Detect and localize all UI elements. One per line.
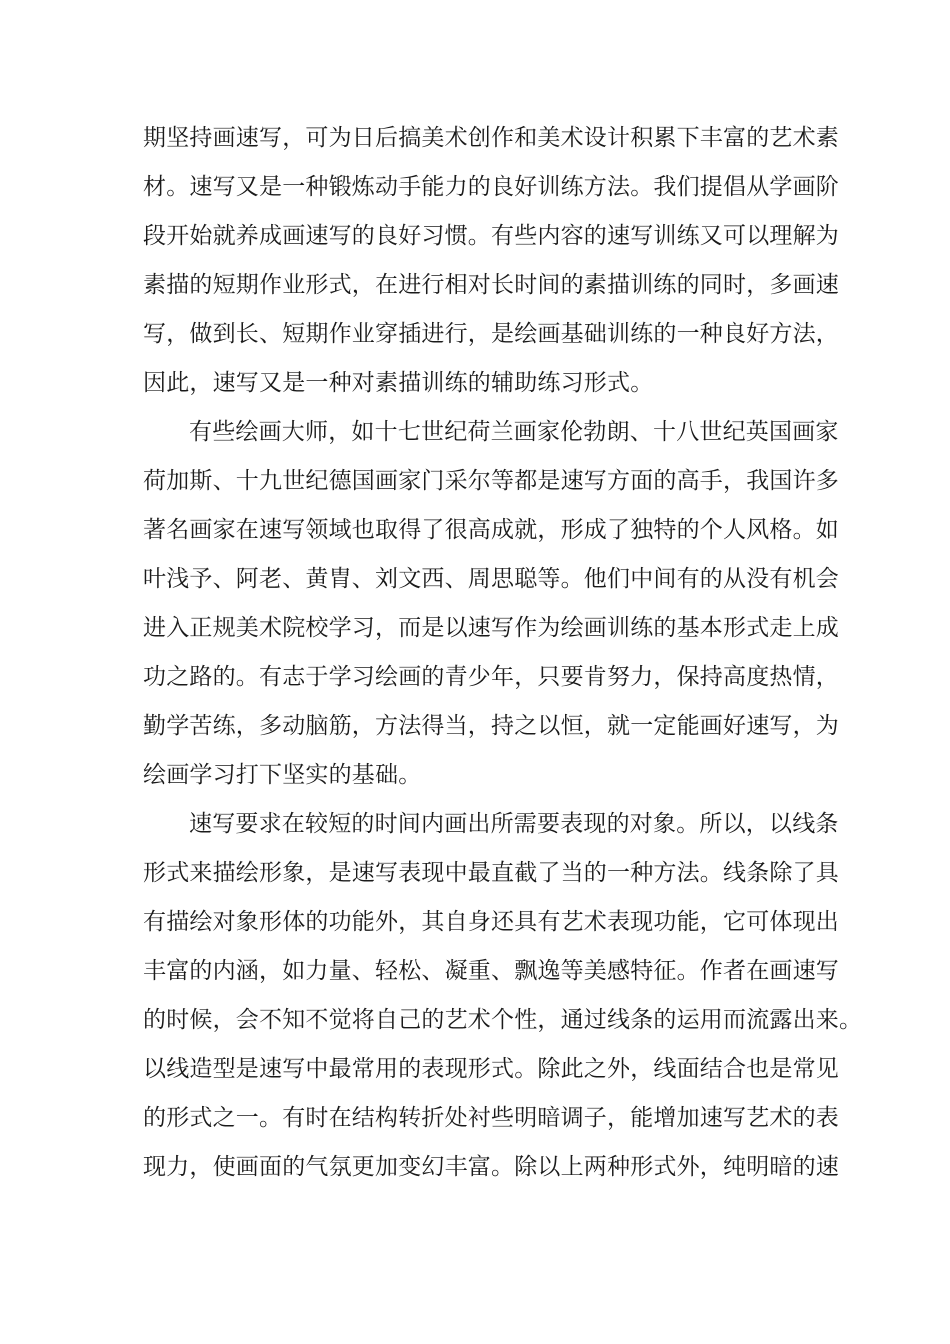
paragraph-3-line-1: 速写要求在较短的时间内画出所需要表现的对象。所以，以线条 [189, 811, 839, 837]
paragraph-1-line-4: 素描的短期作业形式，在进行相对长时间的素描训练的同时，多画速 [143, 272, 839, 298]
paragraph-2-line-3: 著名画家在速写领域也取得了很高成就，形成了独特的个人风格。如 [143, 517, 839, 543]
paragraph-1-line-2: 材。速写又是一种锻炼动手能力的良好训练方法。我们提倡从学画阶 [143, 174, 839, 200]
body-text [143, 114, 863, 1192]
paragraph-2-line-4: 叶浅予、阿老、黄胄、刘文西、周思聪等。他们中间有的从没有机会 [143, 566, 839, 592]
paragraph-2-line-7: 勤学苦练，多动脑筋，方法得当，持之以恒，就一定能画好速写，为 [143, 713, 839, 739]
paragraph-3-line-8: 现力，使画面的气氛更加变幻丰富。除以上两种形式外，纯明暗的速 [143, 1154, 839, 1180]
paragraph-1-line-3: 段开始就养成画速写的良好习惯。有些内容的速写训练又可以理解为 [143, 223, 839, 249]
paragraph-3-line-6: 以线造型是速写中最常用的表现形式。除此之外，线面结合也是常见 [143, 1056, 839, 1082]
paragraph-2-line-5: 进入正规美术院校学习，而是以速写作为绘画训练的基本形式走上成 [143, 615, 839, 641]
paragraph-2-line-8: 绘画学习打下坚实的基础。 [143, 762, 422, 788]
paragraph-3-line-7: 的形式之一。有时在结构转折处衬些明暗调子，能增加速写艺术的表 [143, 1105, 839, 1131]
paragraph-3-line-2: 形式来描绘形象，是速写表现中最直截了当的一种方法。线条除了具 [143, 860, 839, 886]
paragraph-3-line-5: 的时候，会不知不觉将自己的艺术个性，通过线条的运用而流露出来。 [143, 1007, 863, 1033]
paragraph-3-line-3: 有描绘对象形体的功能外，其自身还具有艺术表现功能，它可体现出 [143, 909, 839, 935]
paragraph-1-line-5: 写，做到长、短期作业穿插进行，是绘画基础训练的一种良好方法， [143, 321, 839, 347]
paragraph-3-line-4: 丰富的内涵，如力量、轻松、凝重、飘逸等美感特征。作者在画速写 [143, 958, 839, 984]
paragraph-1-line-1: 期坚持画速写，可为日后搞美术创作和美术设计积累下丰富的艺术素 [143, 125, 839, 151]
paragraph-2-line-2: 荷加斯、十九世纪德国画家门采尔等都是速写方面的高手，我国许多 [143, 468, 839, 494]
paragraph-1-line-6: 因此，速写又是一种对素描训练的辅助练习形式。 [143, 370, 654, 396]
paragraph-2-line-1: 有些绘画大师，如十七世纪荷兰画家伦勃朗、十八世纪英国画家 [189, 419, 839, 445]
paragraph-2-line-6: 功之路的。有志于学习绘画的青少年，只要肯努力，保持高度热情， [143, 664, 839, 690]
